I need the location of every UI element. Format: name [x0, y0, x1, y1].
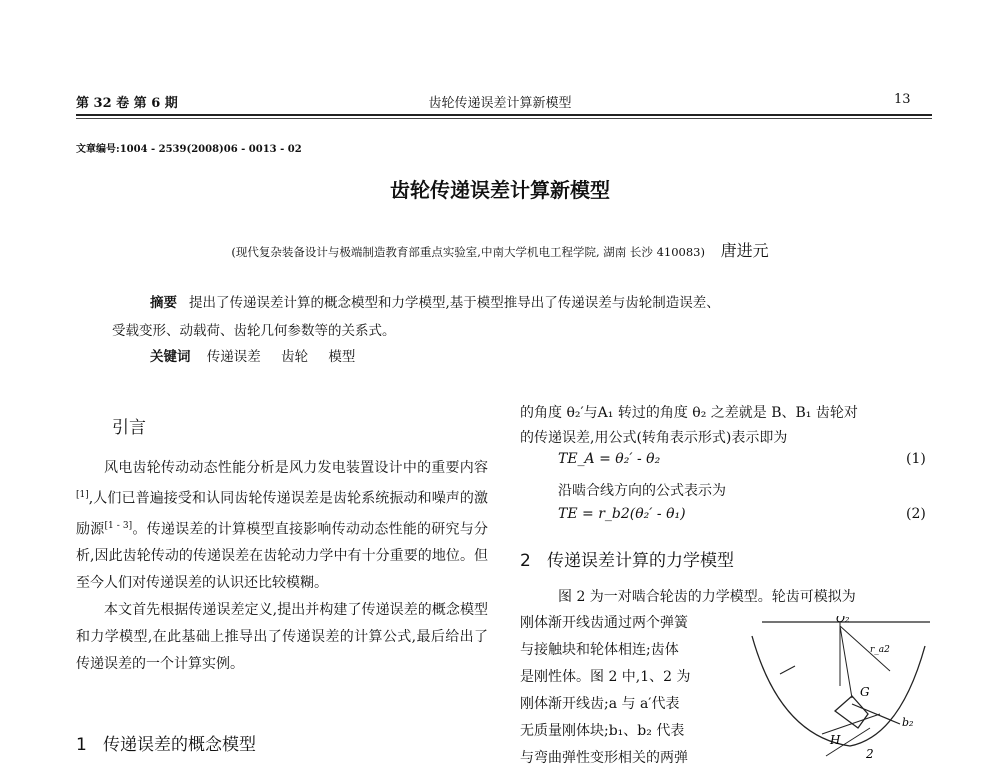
keyword-1: 传递误差 — [206, 349, 261, 365]
article-number: 文章编号:1004 - 2539(2008)06 - 0013 - 02 — [76, 144, 302, 155]
keywords-line — [150, 342, 371, 372]
affiliation: (现代复杂装备设计与极端制造教育部重点实验室,中南大学机电工程学院, 湖南 长沙 410083) — [231, 245, 705, 259]
wrap-line-6: 与弯曲弹性变形相关的两弹 — [520, 750, 688, 766]
running-header-title: 齿轮传递误差计算新模型 — [428, 96, 572, 111]
wrap-line-1: 刚体渐开线齿通过两个弹簧 — [520, 615, 688, 631]
label-g: G — [860, 685, 870, 699]
label-b2: b₂ — [902, 716, 914, 729]
eq-intro-line: 沿啮合线方向的公式表示为 — [558, 483, 726, 499]
abstract-line-2: 受载变形、动载荷、齿轮几何参数等的关系式。 — [112, 323, 396, 339]
label-2: 2 — [866, 747, 874, 760]
intro-heading: 引言 — [112, 418, 146, 438]
label-o2: O₂ — [836, 616, 850, 625]
section-2-wrap-text — [520, 610, 770, 772]
wrap-line-3: 是刚性体。图 2 中,1、2 为 — [520, 669, 691, 685]
page-number: 13 — [894, 92, 911, 107]
header-rule-thick — [76, 114, 932, 116]
right-line-1: 的角度 θ₂′与A₁ 转过的角度 θ₂ 之差就是 B、B₁ 齿轮对 — [520, 405, 858, 421]
tick-mark — [780, 666, 795, 674]
gear-addendum-arc — [752, 636, 925, 746]
paper-title: 齿轮传递误差计算新模型 — [390, 178, 610, 202]
contact-line — [822, 714, 880, 734]
author: 唐进元 — [720, 241, 769, 260]
left-column-body — [76, 455, 488, 678]
figure-2-svg — [740, 616, 940, 760]
keyword-2: 齿轮 — [281, 349, 309, 365]
figure-2-gear-model — [740, 616, 940, 760]
section-2-heading: 2 传递误差计算的力学模型 — [520, 551, 735, 571]
right-line-2: 的传递误差,用公式(转角表示形式)表示即为 — [520, 430, 788, 446]
equation-1-number: (1) — [906, 451, 926, 467]
wrap-line-4: 刚体渐开线齿;a 与 a′代表 — [520, 696, 680, 712]
wrap-line-5: 无质量刚体块;b₁、b₂ 代表 — [520, 723, 685, 739]
header-rule-thin — [76, 118, 932, 119]
keyword-3: 模型 — [328, 349, 356, 365]
running-header-volume: 第 32 卷 第 6 期 — [76, 96, 178, 111]
abstract-line-1 — [150, 288, 940, 318]
abstract-text-1: 提出了传递误差计算的概念模型和力学模型,基于模型推导出了传递误差与齿轮制造误差、 — [189, 295, 720, 311]
label-ra2: r_a2 — [870, 645, 890, 655]
intro-paragraph-1: 风电齿轮传动动态性能分析是风力发电装置设计中的重要内容[1],人们已普遍接受和认同齿轮传递误差是齿轮系统振动和噪声的激励源[1 - 3]。传递误差的计算模型直接影响传动动态性能的研究与分析,因此齿轮传动的传递误差在齿轮动力学中有十分重要的地位。但至今人们对传递误差的认识还比较模糊。 — [76, 460, 488, 592]
citation-2: [1 - 3] — [104, 520, 133, 531]
equation-2: TE = r_b2(θ₂′ - θ₁) — [558, 506, 686, 522]
equation-1: TE_A = θ₂′ - θ₂ — [558, 451, 661, 467]
equation-2-number: (2) — [906, 506, 926, 522]
section-1-heading: 1 传递误差的概念模型 — [76, 735, 257, 755]
tooth-body — [835, 696, 868, 728]
keywords-label: 关键词 — [150, 349, 191, 365]
citation-1: [1] — [76, 490, 89, 500]
tooth-axis-line — [840, 626, 852, 698]
abstract-label: 摘要 — [150, 295, 177, 311]
wrap-line-2: 与接触块和轮体相连;齿体 — [520, 642, 679, 658]
label-h: H — [830, 733, 841, 747]
intro-paragraph-2: 本文首先根据传递误差定义,提出并构建了传递误差的概念模型和力学模型,在此基础上推导出了传递误差的计算公式,最后给出了传递误差的一个计算实例。 — [76, 602, 488, 673]
section-2-paragraph-line-1: 图 2 为一对啮合轮齿的力学模型。轮齿可模拟为 — [558, 589, 856, 605]
affiliation-line — [0, 238, 1000, 261]
